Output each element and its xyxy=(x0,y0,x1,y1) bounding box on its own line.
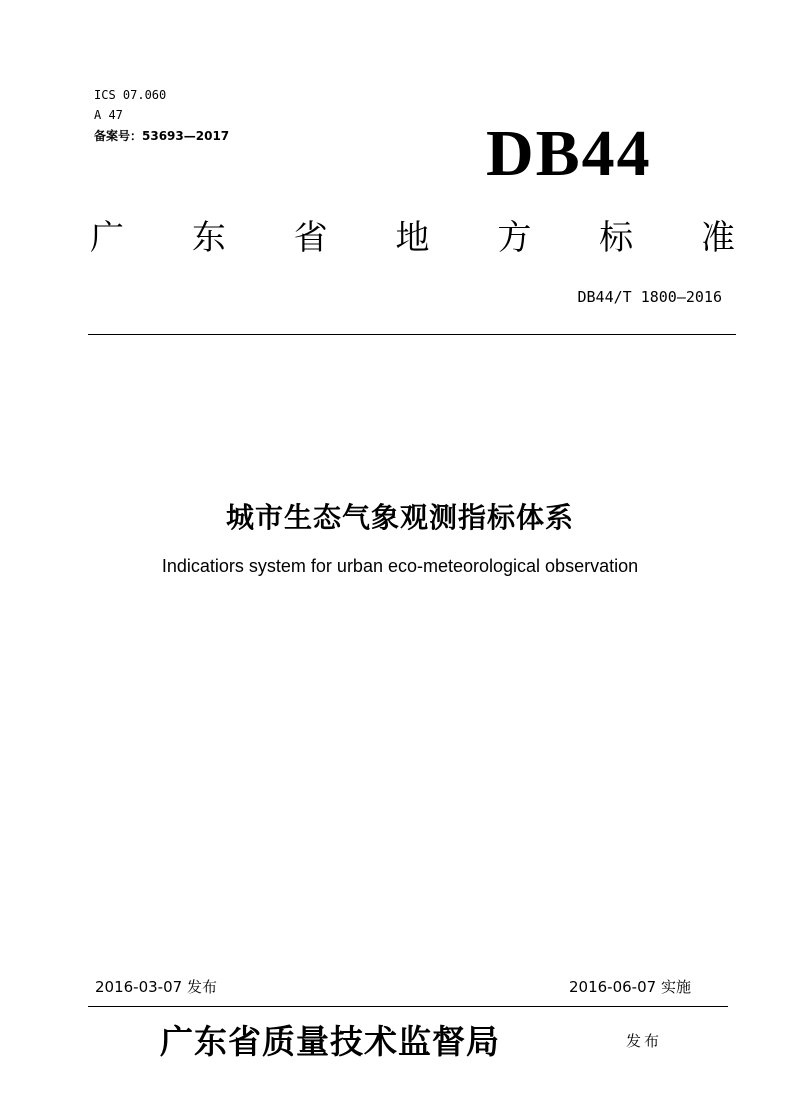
title-english: Indicatiors system for urban eco-meteorological observation xyxy=(161,556,639,576)
standard-type-char: 东 xyxy=(191,217,226,258)
issuing-authority: 广东省质量技术监督局 xyxy=(160,1022,500,1061)
standard-code-mark: DB44 xyxy=(486,117,652,190)
standard-type-char: 广 xyxy=(90,217,124,258)
standard-type-char: 标 xyxy=(599,217,634,258)
standard-number: DB44/T 1800—2016 xyxy=(577,288,722,306)
standard-type-char: 省 xyxy=(293,217,328,258)
title-chinese: 城市生态气象观测指标体系 xyxy=(225,501,574,534)
issue-date: 2016-03-07 发布 xyxy=(95,978,217,996)
ccs-code: A 47 xyxy=(94,108,123,122)
ics-code: ICS 07.060 xyxy=(94,88,167,102)
standard-type-char: 准 xyxy=(700,217,735,258)
footer-divider xyxy=(88,1006,728,1007)
standard-type-char: 方 xyxy=(497,217,532,258)
publish-label: 发布 xyxy=(626,1032,663,1050)
header-divider xyxy=(88,334,736,335)
standard-type-char: 地 xyxy=(395,217,430,258)
implementation-date: 2016-06-07 实施 xyxy=(569,978,691,996)
standard-type-title xyxy=(90,210,735,258)
record-number: 备案号：53693—2017 xyxy=(94,129,230,143)
